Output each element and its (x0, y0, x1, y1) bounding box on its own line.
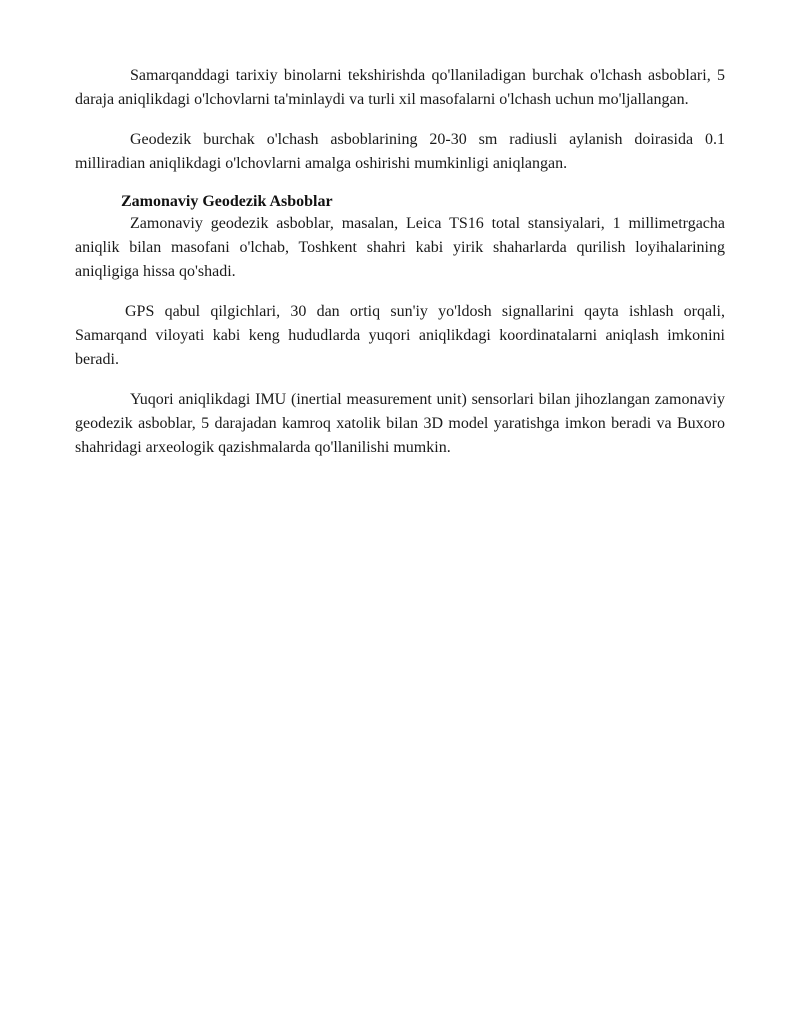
document-body (75, 64, 725, 476)
paragraph-historic-buildings: Samarqanddagi tarixiy binolarni tekshirishda qo'llaniladigan burchak o'lchash asboblari, 5 daraja aniqlikdagi o'lchovlarni ta'minlaydi va turli xil masofalarni o'lchash uchun mo'ljallangan. (75, 67, 725, 108)
paragraph-gps-receivers: GPS qabul qilgichlari, 30 dan ortiq sun'iy yo'ldosh signallarini qayta ishlash orqali, Samarqand viloyati kabi keng hududlarda yuqori aniqlikdagi koordinatalarni aniqlash imkonini beradi. (75, 303, 725, 368)
paragraph-total-stations: Zamonaviy geodezik asboblar, masalan, Leica TS16 total stansiyalari, 1 millimetrgacha aniqlik bilan masofani o'lchab, Toshkent shahri kabi yirik shaharlarda qurilish loyihalarining aniqligiga hissa qo'shadi. (75, 215, 725, 280)
section-heading: Zamonaviy Geodezik Asboblar (121, 193, 333, 210)
paragraph-angle-instruments: Geodezik burchak o'lchash asboblarining 20-30 sm radiusli aylanish doirasida 0.1 milliradian aniqlikdagi o'lchovlarni amalga oshirishi mumkinligi aniqlangan. (75, 131, 725, 172)
paragraph-imu-sensors: Yuqori aniqlikdagi IMU (inertial measurement unit) sensorlari bilan jihozlangan zamonaviy geodezik asboblar, 5 darajadan kamroq xatolik bilan 3D model yaratishga imkon beradi va Buxoro shahridagi arxeologik qazishmalarda qo'llanilishi mumkin. (75, 391, 725, 456)
